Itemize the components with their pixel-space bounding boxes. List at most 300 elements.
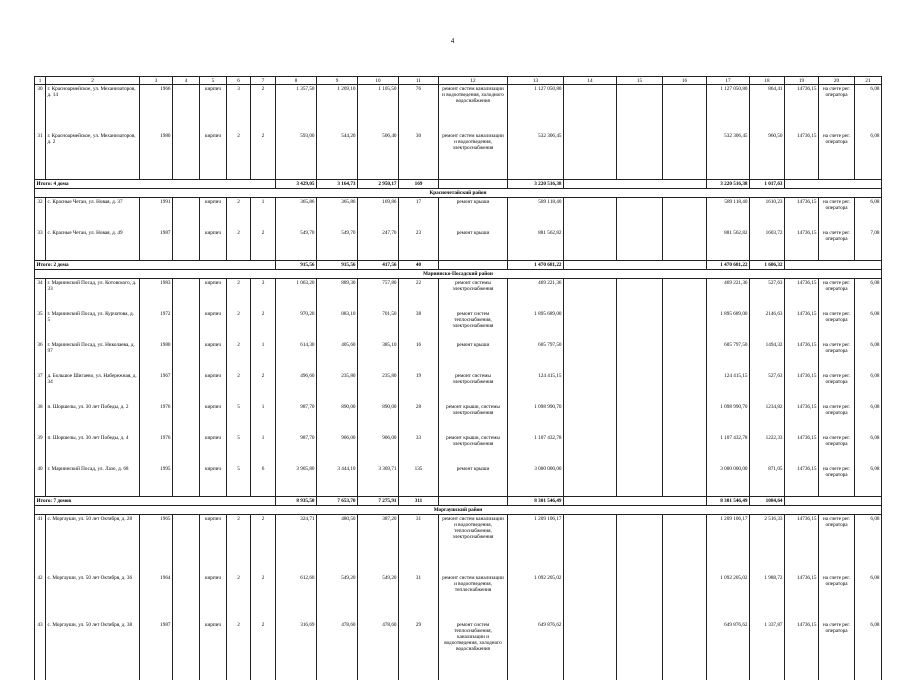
column-number-18: 18 <box>750 77 785 85</box>
cell-col-21: 7,08 <box>855 229 882 261</box>
cell-col-3: 1965 <box>140 515 173 575</box>
table-row <box>35 198 882 230</box>
cell-col-12: ремонт систем канализации и водоотведения, электроснабжения <box>439 132 508 180</box>
cell-col-21: 6,08 <box>855 621 882 680</box>
cell-col-17: 605 797,50 <box>707 341 750 372</box>
cell-col-6: 2 <box>227 372 251 403</box>
cell-col-5: кирпич <box>200 279 227 311</box>
cell-col-17: 3 000 000,00 <box>707 465 750 497</box>
cell-col-5: кирпич <box>200 229 227 261</box>
cell-col-10: 387,20 <box>358 515 399 575</box>
cell-col-14 <box>564 403 617 434</box>
cell-col-1: 40 <box>35 465 46 497</box>
cell-col-21: 6,08 <box>855 85 882 133</box>
cell-col-3: 1987 <box>140 229 173 261</box>
subtotal-c13: 1 470 681,22 <box>508 261 564 270</box>
cell-col-9: 890,00 <box>317 403 358 434</box>
cell-col-14 <box>564 515 617 575</box>
cell-col-4 <box>173 515 200 575</box>
district-name: Красночетайский район <box>35 189 882 198</box>
cell-col-21: 6,08 <box>855 434 882 465</box>
cell-col-13: 1 107 432,78 <box>508 434 564 465</box>
cell-col-18: 960,50 <box>750 132 785 180</box>
district-header-row <box>35 270 882 279</box>
register-table <box>34 76 882 680</box>
cell-col-16 <box>663 132 707 180</box>
cell-col-21: 6,08 <box>855 515 882 575</box>
cell-col-1: 42 <box>35 574 46 621</box>
cell-col-16 <box>663 310 707 341</box>
cell-col-16 <box>663 434 707 465</box>
cell-col-2: г. Красноармейское, ул. Механизаторов, д. 2 <box>46 132 140 180</box>
cell-col-20: на счете рег. оператора <box>819 310 855 341</box>
cell-col-11: 22 <box>399 279 439 311</box>
cell-col-6: 2 <box>227 229 251 261</box>
cell-col-4 <box>173 229 200 261</box>
column-number-15: 15 <box>617 77 663 85</box>
cell-col-2: г. Красноармейское, ул. Механизаторов, д. 14 <box>46 85 140 133</box>
cell-col-1: 31 <box>35 132 46 180</box>
cell-col-16 <box>663 465 707 497</box>
subtotal-c11: 169 <box>399 180 439 189</box>
cell-col-7: 1 <box>251 198 276 230</box>
cell-col-21: 6,08 <box>855 341 882 372</box>
cell-col-12: ремонт систем канализации и водоотведения, теплоснабжения <box>439 574 508 621</box>
cell-col-13: 1 127 050,80 <box>508 85 564 133</box>
cell-col-7: 1 <box>251 403 276 434</box>
cell-col-1: 39 <box>35 434 46 465</box>
cell-col-19: 14736,15 <box>785 403 819 434</box>
cell-col-19: 14736,15 <box>785 434 819 465</box>
cell-col-10: 478,60 <box>358 621 399 680</box>
cell-col-6: 2 <box>227 132 251 180</box>
column-number-10: 10 <box>358 77 399 85</box>
column-number-16: 16 <box>663 77 707 85</box>
table-row <box>35 515 882 575</box>
cell-col-17: 1 127 050,80 <box>707 85 750 133</box>
subtotal-gap <box>564 261 707 270</box>
subtotal-c17: 3 220 516,38 <box>707 180 750 189</box>
cell-col-12: ремонт систем теплоснабжения, канализации и водоотведения, холодного водоснабжения <box>439 621 508 680</box>
column-number-11: 11 <box>399 77 439 85</box>
cell-col-15 <box>617 229 663 261</box>
column-number-17: 17 <box>707 77 750 85</box>
district-header-row <box>35 189 882 198</box>
cell-col-16 <box>663 372 707 403</box>
cell-col-21: 6,08 <box>855 279 882 311</box>
cell-col-2: с. Красные Четаи, ул. Новая, д. 49 <box>46 229 140 261</box>
subtotal-c9: 3 164,73 <box>317 180 358 189</box>
cell-col-13: 1 098 990,70 <box>508 403 564 434</box>
cell-col-15 <box>617 434 663 465</box>
cell-col-7: 3 <box>251 279 276 311</box>
cell-col-7: 1 <box>251 341 276 372</box>
cell-col-16 <box>663 229 707 261</box>
cell-col-20: на счете рег. оператора <box>819 403 855 434</box>
cell-col-2: с. Моргауши, ул. 50 лет Октября, д. 38 <box>46 621 140 680</box>
cell-col-20: на счете рег. оператора <box>819 515 855 575</box>
cell-col-2: с. Моргауши, ул. 50 лет Октября, д. 28 <box>46 515 140 575</box>
cell-col-17: 1 895 689,00 <box>707 310 750 341</box>
cell-col-17: 589 118,40 <box>707 198 750 230</box>
cell-col-17: 1 209 106,17 <box>707 515 750 575</box>
cell-col-2: г. Мариинский Посад, ул. Курчатова, д. 5 <box>46 310 140 341</box>
subtotal-c18: 1084,64 <box>750 497 785 506</box>
cell-col-13: 589 118,40 <box>508 198 564 230</box>
cell-col-13: 532 306,45 <box>508 132 564 180</box>
cell-col-3: 1983 <box>140 279 173 311</box>
table-row <box>35 279 882 311</box>
cell-col-14 <box>564 372 617 403</box>
subtotal-c18: 1 017,63 <box>750 180 785 189</box>
cell-col-1: 30 <box>35 85 46 133</box>
cell-col-12: ремонт системы электроснабжения <box>439 279 508 311</box>
cell-col-15 <box>617 621 663 680</box>
subtotal-label: Итого: 4 дома <box>35 180 276 189</box>
cell-col-10: 701,50 <box>358 310 399 341</box>
cell-col-7: 2 <box>251 229 276 261</box>
cell-col-16 <box>663 198 707 230</box>
table-row <box>35 434 882 465</box>
subtotal-gap <box>439 180 508 189</box>
cell-col-5: кирпич <box>200 434 227 465</box>
cell-col-11: 29 <box>399 621 439 680</box>
cell-col-5: кирпич <box>200 621 227 680</box>
cell-col-14 <box>564 341 617 372</box>
column-number-1: 1 <box>35 77 46 85</box>
subtotal-gap <box>439 497 508 506</box>
cell-col-14 <box>564 85 617 133</box>
cell-col-11: 23 <box>399 229 439 261</box>
cell-col-2: п. Шоршелы, ул. 30 лет Победы, д. 2 <box>46 403 140 434</box>
cell-col-6: 3 <box>227 85 251 133</box>
cell-col-5: кирпич <box>200 515 227 575</box>
cell-col-15 <box>617 85 663 133</box>
cell-col-19: 14736,15 <box>785 515 819 575</box>
cell-col-18: 871,05 <box>750 465 785 497</box>
cell-col-5: кирпич <box>200 198 227 230</box>
cell-col-11: 31 <box>399 574 439 621</box>
cell-col-3: 1980 <box>140 341 173 372</box>
column-number-3: 3 <box>140 77 173 85</box>
cell-col-19: 14736,15 <box>785 132 819 180</box>
cell-col-14 <box>564 132 617 180</box>
district-header-row <box>35 506 882 515</box>
cell-col-14 <box>564 310 617 341</box>
column-number-8: 8 <box>276 77 317 85</box>
cell-col-13: 649 876,62 <box>508 621 564 680</box>
cell-col-14 <box>564 198 617 230</box>
cell-col-17: 649 876,62 <box>707 621 750 680</box>
cell-col-20: на счете рег. оператора <box>819 621 855 680</box>
cell-col-15 <box>617 310 663 341</box>
subtotal-c9: 915,56 <box>317 261 358 270</box>
cell-col-2: с. Моргауши, ул. 50 лет Октября, д. 36 <box>46 574 140 621</box>
subtotal-c8: 8 935,50 <box>276 497 317 506</box>
cell-col-10: 1 105,50 <box>358 85 399 133</box>
cell-col-11: 31 <box>399 515 439 575</box>
cell-col-1: 33 <box>35 229 46 261</box>
cell-col-19: 14736,15 <box>785 229 819 261</box>
subtotal-gap <box>785 261 882 270</box>
cell-col-13: 1 092 205,02 <box>508 574 564 621</box>
cell-col-21: 6,08 <box>855 574 882 621</box>
subtotal-c10: 2 950,17 <box>358 180 399 189</box>
cell-col-14 <box>564 465 617 497</box>
column-number-9: 9 <box>317 77 358 85</box>
column-number-6: 6 <box>227 77 251 85</box>
cell-col-7: 2 <box>251 574 276 621</box>
cell-col-18: 1234,82 <box>750 403 785 434</box>
table-row <box>35 372 882 403</box>
cell-col-19: 14736,15 <box>785 310 819 341</box>
cell-col-8: 1 063,20 <box>276 279 317 311</box>
subtotal-c18: 1 606,32 <box>750 261 785 270</box>
table-row <box>35 132 882 180</box>
subtotal-gap <box>564 497 707 506</box>
cell-col-7: 6 <box>251 465 276 497</box>
cell-col-7: 2 <box>251 85 276 133</box>
cell-col-18: 2146,63 <box>750 310 785 341</box>
cell-col-17: 1 098 990,70 <box>707 403 750 434</box>
cell-col-11: 30 <box>399 132 439 180</box>
cell-col-8: 316,69 <box>276 621 317 680</box>
table-row <box>35 621 882 680</box>
column-number-4: 4 <box>173 77 200 85</box>
cell-col-2: с. Красные Четаи, ул. Новая, д. 37 <box>46 198 140 230</box>
subtotal-c8: 915,56 <box>276 261 317 270</box>
cell-col-11: 17 <box>399 198 439 230</box>
subtotal-c17: 8 301 546,49 <box>707 497 750 506</box>
subtotal-gap <box>785 497 882 506</box>
cell-col-12: ремонт крыши, системы электроснабжения <box>439 434 508 465</box>
cell-col-8: 612,60 <box>276 574 317 621</box>
column-number-21: 21 <box>855 77 882 85</box>
cell-col-5: кирпич <box>200 132 227 180</box>
cell-col-16 <box>663 403 707 434</box>
subtotal-row <box>35 180 882 189</box>
district-name: Мариинско-Посадский район <box>35 270 882 279</box>
cell-col-18: 2 516,33 <box>750 515 785 575</box>
cell-col-11: 19 <box>399 372 439 403</box>
cell-col-21: 6,08 <box>855 465 882 497</box>
cell-col-10: 247,70 <box>358 229 399 261</box>
cell-col-2: д. Большое Шигаево, ул. Набережная, д. 34 <box>46 372 140 403</box>
subtotal-gap <box>439 261 508 270</box>
cell-col-6: 2 <box>227 574 251 621</box>
cell-col-19: 14736,15 <box>785 372 819 403</box>
subtotal-c11: 311 <box>399 497 439 506</box>
cell-col-3: 1964 <box>140 574 173 621</box>
subtotal-gap <box>564 180 707 189</box>
cell-col-3: 1987 <box>140 621 173 680</box>
cell-col-11: 28 <box>399 403 439 434</box>
cell-col-2: г. Мариинский Посад, ул. Лазо, д. 68 <box>46 465 140 497</box>
cell-col-5: кирпич <box>200 403 227 434</box>
cell-col-15 <box>617 515 663 575</box>
table-body <box>35 77 882 680</box>
cell-col-4 <box>173 403 200 434</box>
cell-col-20: на счете рег. оператора <box>819 341 855 372</box>
cell-col-4 <box>173 372 200 403</box>
column-number-2: 2 <box>46 77 140 85</box>
cell-col-15 <box>617 279 663 311</box>
cell-col-13: 605 797,50 <box>508 341 564 372</box>
cell-col-20: на счете рег. оператора <box>819 574 855 621</box>
cell-col-14 <box>564 621 617 680</box>
cell-col-17: 124 415,15 <box>707 372 750 403</box>
cell-col-20: на счете рег. оператора <box>819 465 855 497</box>
cell-col-20: на счете рег. оператора <box>819 85 855 133</box>
cell-col-21: 6,08 <box>855 372 882 403</box>
subtotal-c10: 7 275,91 <box>358 497 399 506</box>
cell-col-18: 1222,33 <box>750 434 785 465</box>
cell-col-6: 5 <box>227 465 251 497</box>
cell-col-8: 970,20 <box>276 310 317 341</box>
cell-col-10: 506,40 <box>358 132 399 180</box>
cell-col-12: ремонт крыши <box>439 229 508 261</box>
cell-col-8: 593,00 <box>276 132 317 180</box>
cell-col-9: 549,70 <box>317 229 358 261</box>
page-number: 4 <box>0 37 905 45</box>
cell-col-16 <box>663 279 707 311</box>
cell-col-1: 36 <box>35 341 46 372</box>
cell-col-11: 76 <box>399 85 439 133</box>
cell-col-4 <box>173 465 200 497</box>
cell-col-18: 1 988,72 <box>750 574 785 621</box>
cell-col-19: 14736,15 <box>785 621 819 680</box>
cell-col-2: п. Шоршелы, ул. 30 лет Победы, д. 4 <box>46 434 140 465</box>
cell-col-8: 1 357,50 <box>276 85 317 133</box>
cell-col-11: 38 <box>399 310 439 341</box>
cell-col-9: 480,50 <box>317 515 358 575</box>
cell-col-10: 385,10 <box>358 341 399 372</box>
cell-col-1: 34 <box>35 279 46 311</box>
cell-col-9: 549,20 <box>317 574 358 621</box>
cell-col-19: 14736,15 <box>785 198 819 230</box>
cell-col-21: 6,08 <box>855 403 882 434</box>
cell-col-14 <box>564 229 617 261</box>
cell-col-14 <box>564 279 617 311</box>
cell-col-20: на счете рег. оператора <box>819 372 855 403</box>
cell-col-6: 2 <box>227 621 251 680</box>
cell-col-21: 6,08 <box>855 132 882 180</box>
cell-col-6: 2 <box>227 198 251 230</box>
cell-col-11: 135 <box>399 465 439 497</box>
subtotal-label: Итого: 7 домов <box>35 497 276 506</box>
cell-col-8: 496,60 <box>276 372 317 403</box>
cell-col-7: 2 <box>251 310 276 341</box>
cell-col-5: кирпич <box>200 574 227 621</box>
cell-col-1: 38 <box>35 403 46 434</box>
cell-col-15 <box>617 132 663 180</box>
cell-col-4 <box>173 574 200 621</box>
cell-col-9: 405,60 <box>317 341 358 372</box>
cell-col-20: на счете рег. оператора <box>819 279 855 311</box>
cell-col-9: 544,20 <box>317 132 358 180</box>
cell-col-7: 2 <box>251 132 276 180</box>
cell-col-3: 1980 <box>140 132 173 180</box>
cell-col-6: 5 <box>227 403 251 434</box>
cell-col-18: 864,41 <box>750 85 785 133</box>
column-number-5: 5 <box>200 77 227 85</box>
cell-col-6: 2 <box>227 310 251 341</box>
cell-col-3: 1976 <box>140 403 173 434</box>
table-row <box>35 403 882 434</box>
column-number-14: 14 <box>564 77 617 85</box>
cell-col-9: 906,00 <box>317 434 358 465</box>
cell-col-15 <box>617 574 663 621</box>
cell-col-4 <box>173 279 200 311</box>
cell-col-10: 169,86 <box>358 198 399 230</box>
table-row <box>35 310 882 341</box>
cell-col-20: на счете рег. оператора <box>819 132 855 180</box>
cell-col-21: 6,08 <box>855 198 882 230</box>
cell-col-15 <box>617 198 663 230</box>
subtotal-row <box>35 497 882 506</box>
cell-col-15 <box>617 372 663 403</box>
cell-col-10: 549,20 <box>358 574 399 621</box>
cell-col-10: 890,00 <box>358 403 399 434</box>
cell-col-8: 614,30 <box>276 341 317 372</box>
column-number-19: 19 <box>785 77 819 85</box>
cell-col-5: кирпич <box>200 372 227 403</box>
cell-col-4 <box>173 621 200 680</box>
cell-col-7: 2 <box>251 515 276 575</box>
cell-col-9: 3 444,10 <box>317 465 358 497</box>
cell-col-8: 549,70 <box>276 229 317 261</box>
subtotal-c9: 7 653,70 <box>317 497 358 506</box>
subtotal-c8: 3 429,05 <box>276 180 317 189</box>
cell-col-15 <box>617 465 663 497</box>
table-row <box>35 465 882 497</box>
cell-col-18: 1 337,87 <box>750 621 785 680</box>
cell-col-12: ремонт системы электроснабжения <box>439 372 508 403</box>
cell-col-1: 41 <box>35 515 46 575</box>
cell-col-13: 3 000 000,00 <box>508 465 564 497</box>
cell-col-13: 881 562,82 <box>508 229 564 261</box>
cell-col-19: 14736,15 <box>785 465 819 497</box>
cell-col-19: 14736,15 <box>785 279 819 311</box>
cell-col-13: 1 209 106,17 <box>508 515 564 575</box>
table-row <box>35 574 882 621</box>
subtotal-label: Итого: 2 дома <box>35 261 276 270</box>
cell-col-9: 478,60 <box>317 621 358 680</box>
cell-col-5: кирпич <box>200 310 227 341</box>
cell-col-3: 1967 <box>140 372 173 403</box>
cell-col-14 <box>564 574 617 621</box>
cell-col-6: 5 <box>227 434 251 465</box>
cell-col-11: 16 <box>399 341 439 372</box>
cell-col-16 <box>663 621 707 680</box>
cell-col-18: 1494,32 <box>750 341 785 372</box>
cell-col-16 <box>663 341 707 372</box>
cell-col-7: 1 <box>251 434 276 465</box>
cell-col-5: кирпич <box>200 465 227 497</box>
cell-col-4 <box>173 434 200 465</box>
cell-col-19: 14736,15 <box>785 341 819 372</box>
cell-col-10: 757,80 <box>358 279 399 311</box>
cell-col-20: на счете рег. оператора <box>819 229 855 261</box>
cell-col-13: 124 415,15 <box>508 372 564 403</box>
cell-col-17: 532 306,45 <box>707 132 750 180</box>
cell-col-2: г. Мариинский Посад, ул. Котовского, д. 33 <box>46 279 140 311</box>
cell-col-12: ремонт крыши <box>439 198 508 230</box>
cell-col-4 <box>173 85 200 133</box>
cell-col-17: 1 092 205,02 <box>707 574 750 621</box>
district-name: Моргаушский район <box>35 506 882 515</box>
cell-col-12: ремонт крыши <box>439 465 508 497</box>
